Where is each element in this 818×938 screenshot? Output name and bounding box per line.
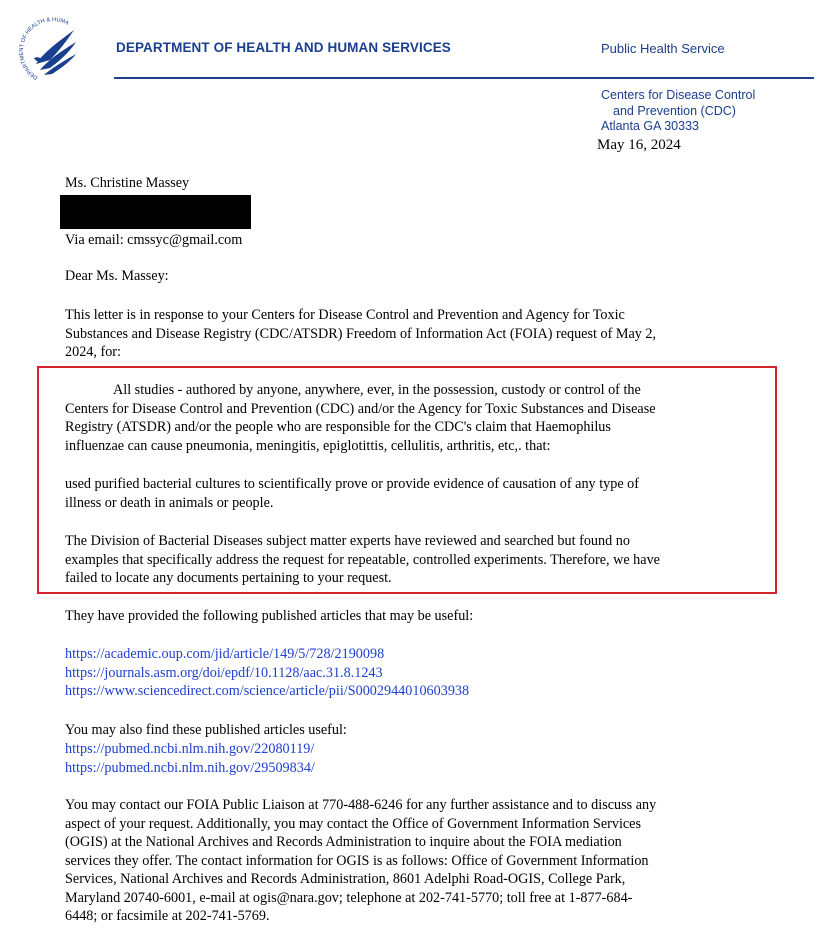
finding-line: failed to locate any documents pertaining to your request.: [65, 570, 392, 586]
article-link[interactable]: https://www.sciencedirect.com/science/article/pii/S0002944010603938: [65, 683, 470, 699]
finding-paragraph: [65, 532, 765, 588]
contact-line: aspect of your request. Additionally, you may contact the Office of Government Information Services: [65, 815, 641, 832]
intro-paragraph: [65, 306, 765, 362]
request-line: Centers for Disease Control and Prevention (CDC) and/or the Agency for Toxic Substances and Disease: [65, 400, 656, 417]
pubmed-link[interactable]: https://pubmed.ncbi.nlm.nih.gov/29509834/: [65, 759, 315, 776]
pubmed-link[interactable]: https://pubmed.ncbi.nlm.nih.gov/22080119/: [65, 741, 315, 757]
cdc-address-line-2: and Prevention (CDC): [613, 103, 736, 118]
contact-line: 6448; or facsimile at 202-741-5769.: [65, 908, 270, 924]
finding-line: The Division of Bacterial Diseases subject matter experts have reviewed and searched but found no: [65, 533, 630, 549]
request-line: All studies - authored by anyone, anywhere, ever, in the possession, custody or control of the: [113, 382, 641, 398]
contact-line: Services, National Archives and Records Administration, 8601 Adelphi Road-OGIS, College Park,: [65, 871, 626, 887]
criteria-line: illness or death in animals or people.: [65, 494, 274, 511]
contact-paragraph: [65, 796, 765, 926]
request-paragraph: [65, 381, 765, 455]
provided-intro: They have provided the following published articles that may be useful:: [65, 608, 474, 624]
links-list-1: [65, 645, 765, 701]
redacted-address: [60, 195, 251, 229]
contact-line: services they offer. The contact information for OGIS is as follows: Office of Government Information: [65, 852, 649, 869]
cdc-address: [601, 88, 755, 135]
letter-date: May 16, 2024: [597, 137, 681, 153]
seal-ring-text: DEPARTMENT OF HEALTH & HUMAN: [18, 16, 70, 81]
finding-line: examples that specifically address the request for repeatable, controlled experiments. Therefore, we have: [65, 551, 660, 568]
request-line: influenzae can cause pneumonia, meningitis, epiglotittis, cellulitis, arthritis, etc,. that:: [65, 437, 551, 454]
intro-line: This letter is in response to your Centers for Disease Control and Prevention and Agency for Toxic: [65, 307, 625, 323]
header-rule: [114, 77, 814, 79]
salutation: Dear Ms. Massey:: [65, 268, 169, 284]
criteria-paragraph: [65, 475, 765, 512]
links-list-2: [65, 740, 765, 777]
recipient-email: Via email: cmssyc@gmail.com: [65, 232, 243, 248]
recipient-name: Ms. Christine Massey: [65, 175, 190, 191]
cdc-address-line-3: Atlanta GA 30333: [601, 119, 699, 133]
intro-line: 2024, for:: [65, 344, 121, 360]
svg-text:DEPARTMENT OF HEALTH & HUMAN S: [14, 12, 70, 87]
cdc-address-line-1: Centers for Disease Control: [601, 88, 756, 102]
article-link[interactable]: https://journals.asm.org/doi/epdf/10.1128/aac.31.8.1243: [65, 664, 383, 681]
article-link[interactable]: https://academic.oup.com/jid/article/149/5/728/2190098: [65, 646, 385, 662]
contact-line: You may contact our FOIA Public Liaison at 770-488-6246 for any further assistance and to discuss any: [65, 797, 657, 813]
contact-line: (OGIS) at the National Archives and Records Administration to inquire about the FOIA mediation: [65, 834, 622, 850]
service-name: Public Health Service: [601, 41, 725, 56]
also-intro: You may also find these published articles useful:: [65, 722, 347, 738]
hhs-eagle-seal-icon: [14, 12, 92, 90]
criteria-line: used purified bacterial cultures to scientifically prove or provide evidence of causation of any type of: [65, 476, 639, 492]
request-line: Registry (ATSDR) and/or the people who are responsible for the CDC's claim that Haemophilus: [65, 419, 611, 435]
intro-line: Substances and Disease Registry (CDC/ATSDR) Freedom of Information Act (FOIA) request of May 2,: [65, 325, 657, 342]
contact-line: Maryland 20740-6001, e-mail at ogis@nara.gov; telephone at 202-741-5770; toll free at 1-877-684-: [65, 889, 633, 906]
agency-name: DEPARTMENT OF HEALTH AND HUMAN SERVICES: [116, 40, 451, 55]
